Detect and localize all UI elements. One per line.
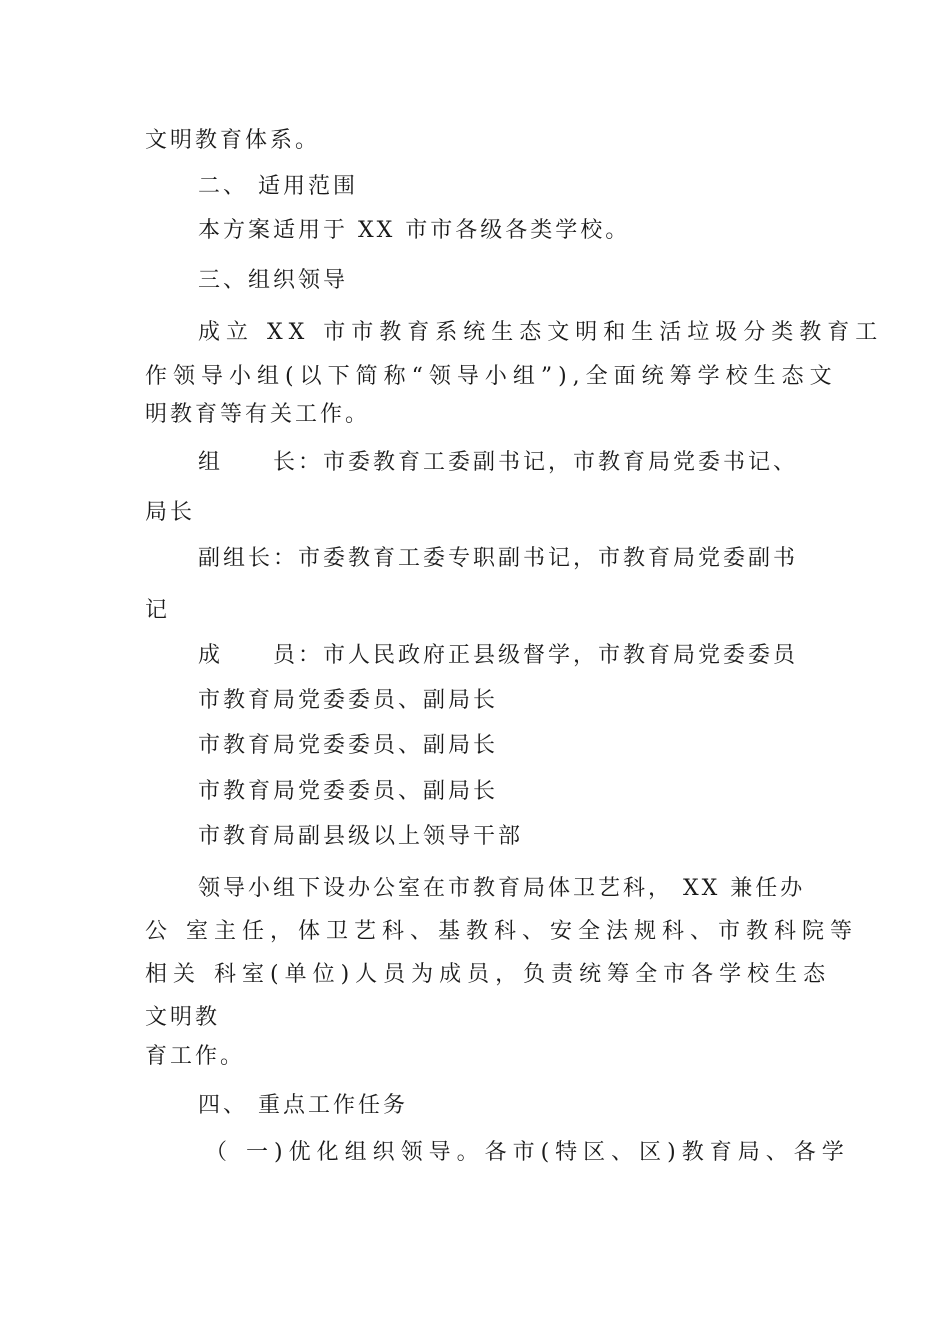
text-line: 文明教育体系。 — [145, 128, 321, 153]
section-heading: 二、 适用范围 — [198, 174, 358, 199]
text-line: 成立 XX 市市教育系统生态文明和生活垃圾分类教育工 — [198, 320, 884, 345]
text-line: 市教育局副县级以上领导干部 — [198, 824, 524, 849]
text-line: 副组长：市委教育工委专职副书记，市教育局党委副书 — [198, 546, 799, 571]
section-heading: 三、组织领导 — [198, 268, 349, 293]
text-line: 领导小组下设办公室在市教育局体卫艺科， XX 兼任办 — [198, 876, 806, 901]
section-heading: 四、 重点工作任务 — [198, 1093, 408, 1118]
text-line: 明教育等有关工作。 — [145, 402, 371, 427]
text-line: 记 — [145, 598, 171, 623]
text-line: 市教育局党委委员、副局长 — [198, 779, 499, 804]
text-line: 局长 — [145, 500, 196, 525]
text-line: 组 长：市委教育工委副书记，市教育局党委书记、 — [198, 450, 799, 475]
text-line: 市教育局党委委员、副局长 — [198, 733, 499, 758]
text-line: 本方案适用于 XX 市市各级各类学校。 — [198, 218, 631, 243]
text-line: 文明教 — [145, 1005, 221, 1030]
text-line: 成 员：市人民政府正县级督学，市教育局党委委员 — [198, 643, 799, 668]
text-line: 公 室主任，体卫艺科、基教科、安全法规科、市教科院等 — [145, 919, 858, 944]
text-line: 育工作。 — [145, 1044, 246, 1069]
text-line: 作领导小组(以下简称“领导小组”),全面统筹学校生态文 — [145, 364, 838, 389]
text-line: 市教育局党委委员、副局长 — [198, 688, 499, 713]
text-line: 相关 科室(单位)人员为成员，负责统筹全市各学校生态 — [145, 962, 832, 987]
text-line: （ 一)优化组织领导。各市(特区、区)教育局、各学 — [205, 1140, 850, 1165]
